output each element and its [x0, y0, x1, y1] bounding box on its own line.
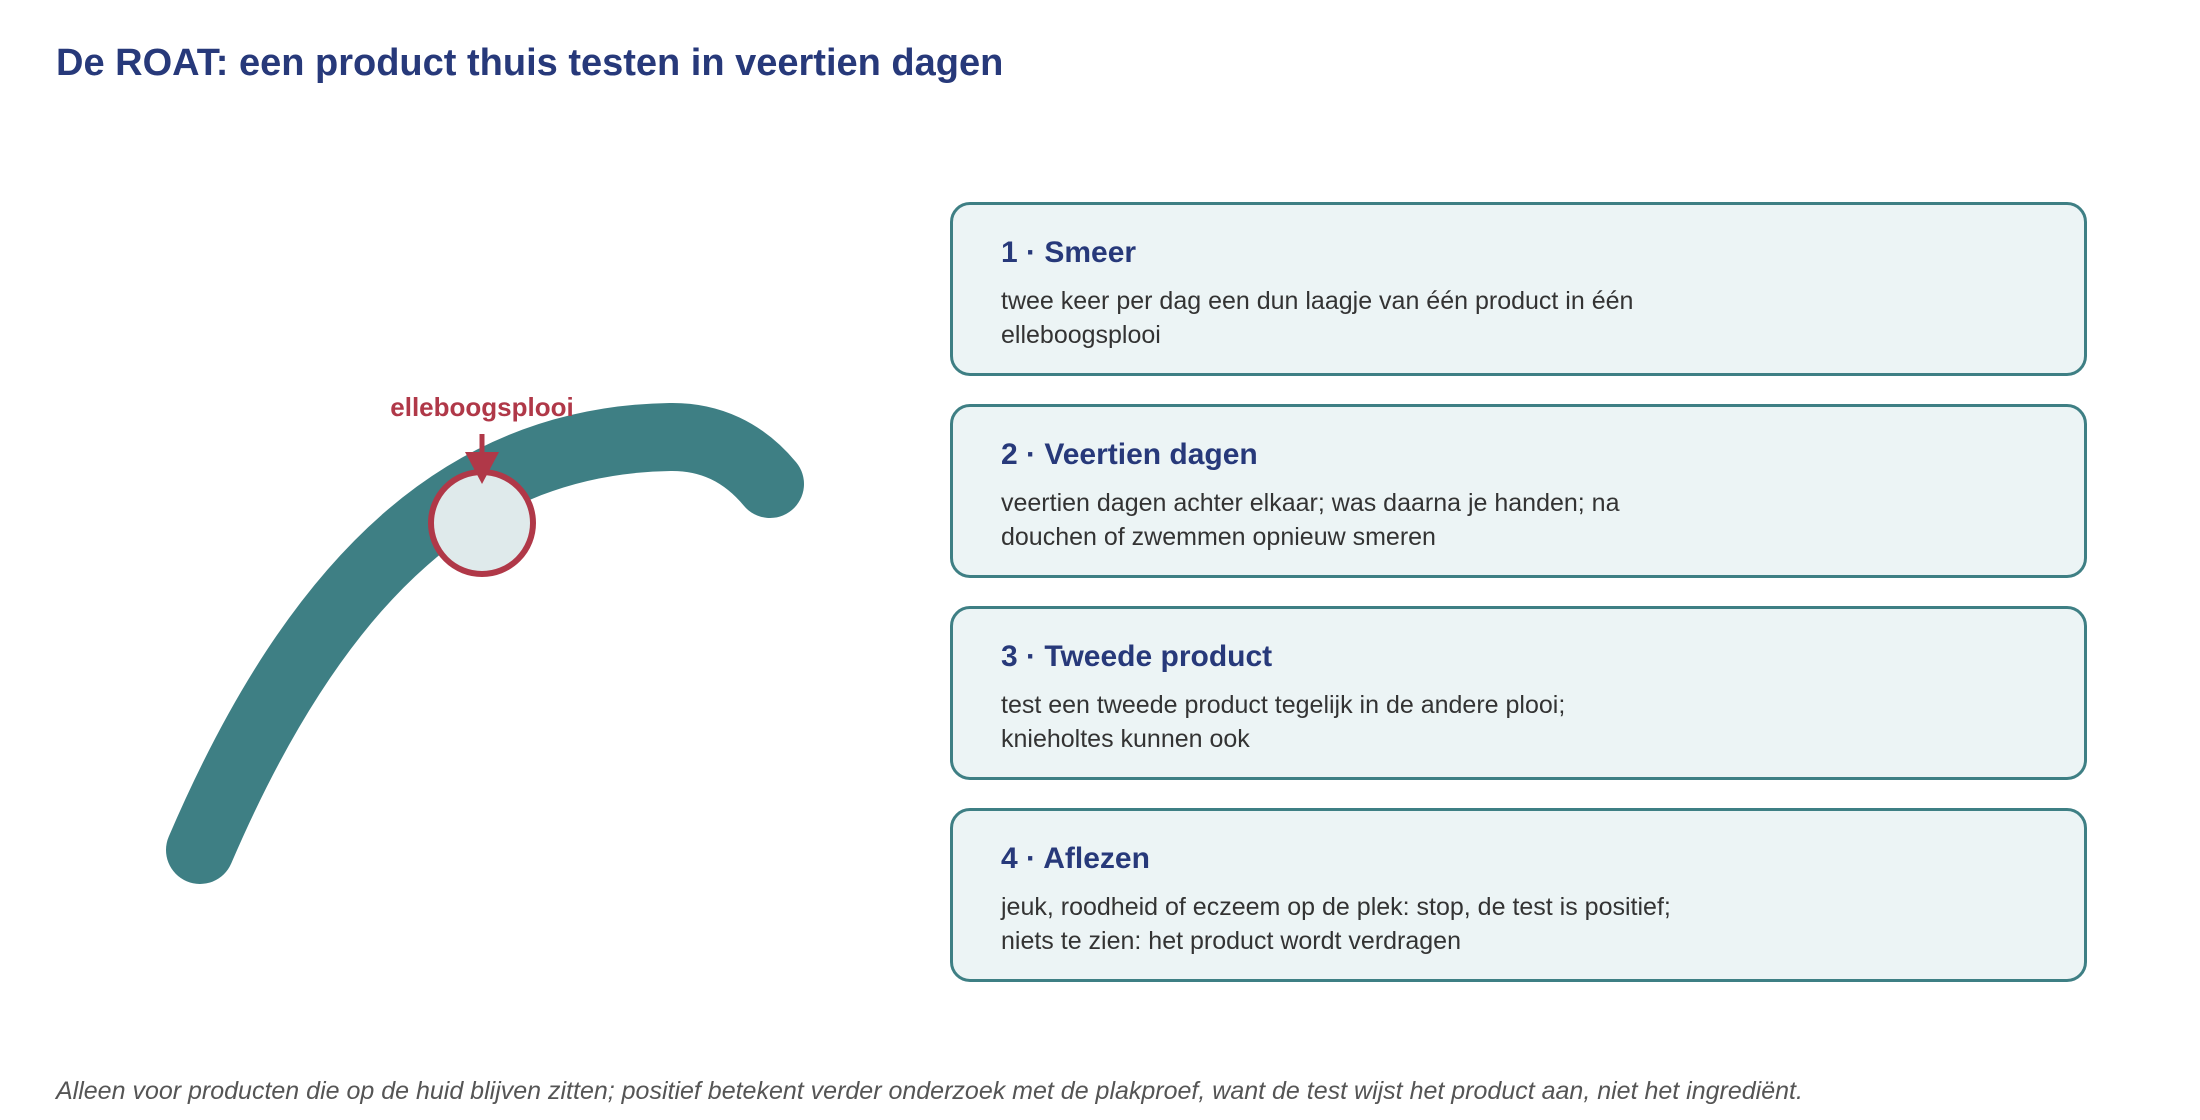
step-heading: 4 · Aflezen [1001, 842, 1150, 875]
arm-illustration [0, 0, 880, 1000]
step-heading: 3 · Tweede product [1001, 640, 1273, 673]
steps-list [950, 202, 2087, 1010]
step-text: twee keer per dag een dun laagje van één product in één elleboogsplooi [1001, 287, 1634, 349]
step-heading: 2 · Veertien dagen [1001, 438, 1258, 471]
marker-label: elleboogsplooi [390, 392, 574, 422]
elbow-crease-marker [431, 472, 533, 574]
page-title: De ROAT: een product thuis testen in veertien dagen [56, 42, 1004, 84]
step-text: test een tweede product tegelijk in de andere plooi; knieholtes kunnen ook [1001, 691, 1566, 753]
step-text: veertien dagen achter elkaar; was daarna je handen; na douchen of zwemmen opnieuw smeren [1001, 489, 1620, 551]
step-text: jeuk, roodheid of eczeem op de plek: stop, de test is positief; niets te zien: het product wordt verdragen [1001, 893, 1671, 955]
step-card-aflezen [950, 808, 2087, 982]
footnote: Alleen voor producten die op de huid blijven zitten; positief betekent verder onderzoek met de plakproef, want de test wijst het product aan, niet het ingrediënt. [56, 1077, 1803, 1105]
step-card-smeer [950, 202, 2087, 376]
step-card-tweede-product [950, 606, 2087, 780]
step-heading: 1 · Smeer [1001, 236, 1137, 269]
step-card-veertien-dagen [950, 404, 2087, 578]
